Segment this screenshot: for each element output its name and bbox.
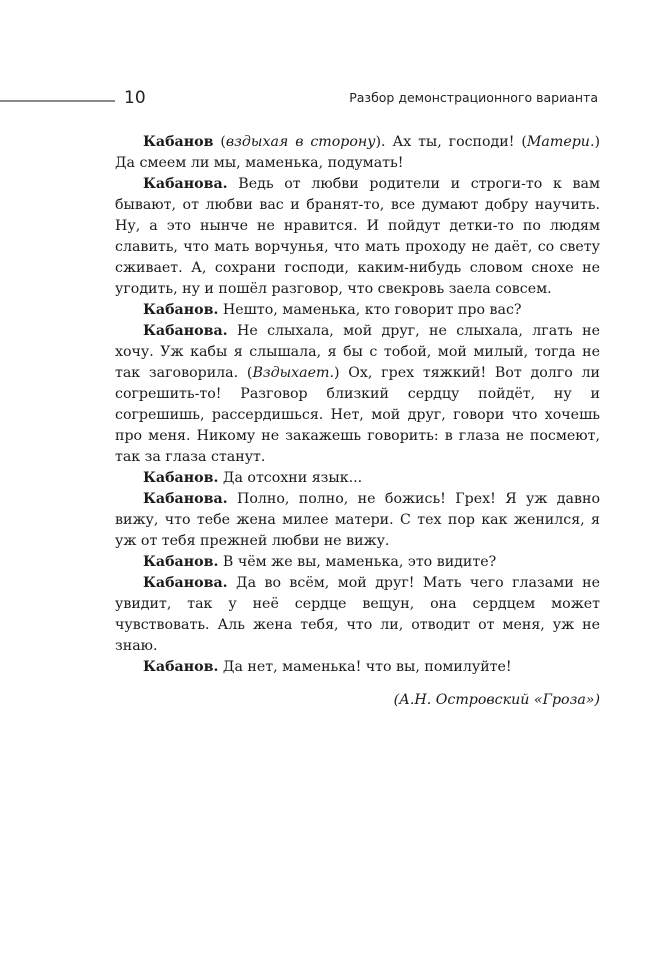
paragraph-text: Полно, полно, не божись! Грех! Я уж давно вижу, что тебе жена милее матери. С тех пор как женился, я уж от тебя прежней любви не вижу. (115, 491, 600, 549)
paragraph-text: Не слыхала, мой друг, не слыхала, лгать не хочу. Уж кабы я слышала, я бы с тобой, мой милый, тогда не так заговорила. ( (115, 323, 600, 381)
speaker-name: Кабанова. (143, 323, 228, 339)
paragraph-text: ). Ах ты, господи! ( (375, 134, 527, 150)
page-number: 10 (124, 88, 146, 108)
paragraph-text: Ведь от любви родители и строги-то к вам бывают, от любви вас и бранят-то, все думают добру научить. Ну, а это нынче не нравится. И пойдут детки-то по людям славить, что мать ворчунья, что мать проходу не даёт, со свету сживает. А, сохрани господи, каким-нибудь словом снохе не угодить, ну и пошёл разговор, что свекровь заела совсем. (115, 176, 600, 297)
stage-direction: Вздыхает. (252, 365, 334, 381)
paragraph-6 (115, 489, 600, 552)
paragraph-text: Да нет, маменька! что вы, помилуйте! (218, 659, 512, 675)
paragraph-3 (115, 300, 600, 321)
paragraph-8 (115, 573, 600, 657)
paragraph-text: Нешто, маменька, кто говорит про вас? (218, 302, 522, 318)
stage-direction: Матери. (526, 134, 595, 150)
paragraph-7 (115, 552, 600, 573)
page-header (0, 86, 660, 116)
speaker-name: Кабанов. (143, 470, 219, 486)
running-title: Разбор демонстрационного варианта (349, 90, 598, 105)
paragraph-9 (115, 657, 600, 678)
speaker-name: Кабанов. (143, 554, 219, 570)
paragraph-text: Да во всём, мой друг! Мать чего глазами не увидит, так у неё сердце вещун, она сердцем может чувствовать. Аль жена тебя, что ли, отводит от меня, уж не знаю. (115, 575, 600, 654)
paragraph-text: ) Ох, грех тяжкий! Вот долго ли согрешить-то! Разговор близкий сердцу пойдёт, ну и согрешишь, рассердишься. Нет, мой друг, говори что хочешь про меня. Никому не закажешь говорить: в глаза не посмеют, так за глаза станут. (115, 365, 601, 465)
paragraph-2 (115, 174, 600, 300)
speaker-name: Кабанов (143, 134, 214, 150)
speaker-name: Кабанов. (143, 302, 219, 318)
paragraph-text: В чём же вы, маменька, это видите? (218, 554, 497, 570)
speaker-name: Кабанов. (143, 659, 219, 675)
text-body (115, 132, 600, 711)
paragraph-text: ( (213, 134, 226, 150)
paragraph-4 (115, 321, 600, 468)
speaker-name: Кабанова. (143, 491, 228, 507)
paragraph-5 (115, 468, 600, 489)
speaker-name: Кабанова. (143, 575, 228, 591)
speaker-name: Кабанова. (143, 176, 228, 192)
paragraph-text: ) Да смеем ли мы, маменька, подумать! (115, 134, 601, 171)
source-attribution: (А.Н. Островский «Гроза») (393, 692, 600, 708)
paragraph-text: Да отсохни язык... (218, 470, 363, 486)
header-rule (0, 100, 115, 102)
stage-direction: вздыхая в сторону (225, 134, 376, 150)
paragraph-1 (115, 132, 600, 174)
